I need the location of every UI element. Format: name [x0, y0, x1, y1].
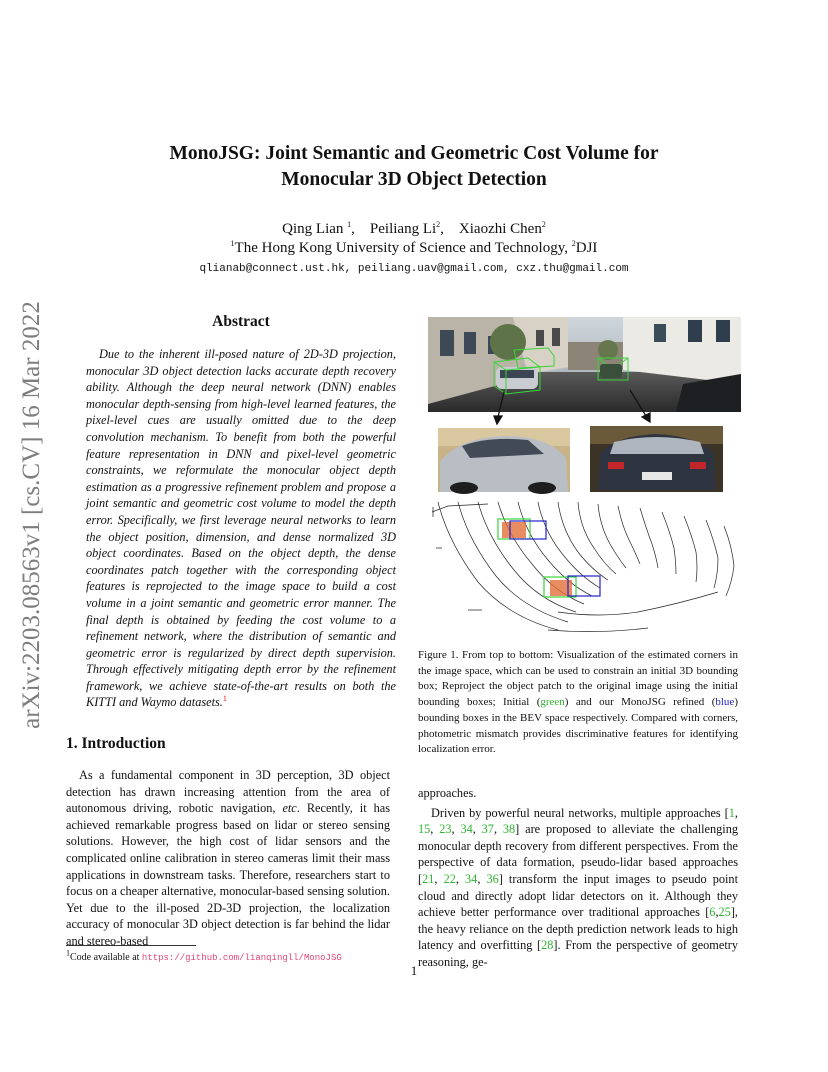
caption-part-2: ) and our MonoJSG refined ( [564, 696, 716, 709]
citation-link[interactable]: 38 [502, 822, 516, 837]
figure-1 [418, 312, 746, 642]
author-emails[interactable]: qlianab@connect.ust.hk, peiliang.uav@gmail.com, cxz.thu@gmail.com [199, 263, 629, 275]
citation-link[interactable]: 1 [728, 805, 735, 820]
page-number: 1 [410, 963, 418, 978]
rp2-t3: ] transform the input images to pseudo point cloud and directly adopt lidar detectors on it. Although they achieve better performance over traditional approaches [ [418, 871, 738, 920]
title-line-2: Monocular 3D Object Detection [281, 169, 547, 190]
figure-1-caption [418, 648, 738, 758]
citation-link[interactable]: 23 [439, 822, 452, 837]
abstract-body [86, 346, 396, 711]
arxiv-id: arXiv:2203.08563v1 [cs.CV] 16 Mar 2022 [18, 301, 45, 729]
affil-2-mark: 2 [571, 239, 576, 248]
right-paragraph-2: Driven by powerful neural networks, multiple approaches [1, 15, 23, 34, 37, 38] are proposed to alleviate the challenging monocular depth recovery from different perspectives. From the perspective of data formation, pseudo-lidar based approaches [21, 22, 34, 36] transform the input images to pseudo point cloud and directly adopt lidar detectors on it. Although they achieve better performance over traditional approaches [6,25], the heavy reliance on the depth prediction network leads to high latency and overfitting [28]. From the perspective of geometry reasoning, ge- [418, 805, 738, 969]
affil-1-mark: 1 [230, 239, 235, 248]
intro-text-a: As a fundamental component in 3D perception, 3D object detection has drawn increasing attention from the area of autonomous driving, robotic navigation, [66, 768, 390, 816]
caption-part-1: Figure 1. From top to bottom: Visualization of the estimated corners in the image space, which can be used to constrain an initial 3D bounding box; Reproject the object patch to the original image using the initial bounding boxes; Initial ( [418, 649, 738, 709]
author-2: Peiliang Li [369, 221, 437, 237]
author-3-affil: 2 [541, 220, 546, 229]
affil-1: The Hong Kong University of Science and Technology, [234, 240, 569, 256]
bev-tick-marks [433, 507, 482, 610]
affiliations [80, 238, 748, 258]
abstract-text: Due to the inherent ill-posed nature of 2D-3D projection, monocular 3D object detection lacks accurate depth recovery ability. Although the deep neural network (DNN) enables monocular depth-sensing from high-level learned features, the pixel-level cues are usually omitted due to the deep convolution mechanism. To benefit from both the powerful feature representation in DNN and pixel-level geometric constraints, we reformulate the monocular object depth estimation as a progressive refinement problem and propose a joint semantic and geometric cost volume to model the depth error. Specifically, we first leverage neural networks to learn the object position, dimension, and dense normalized 3D object coordinates. Based on the object depth, the dense coordinates patch together with the corresponding object features is reprojected to the image space to build a cost volume in a joint semantic and geometric error manner. The final depth is obtained by feeding the cost volume to a refinement network, where the distribution of semantic and geometric error is regularized by direct depth supervision. Through effectively mitigating depth error by the refinement framework, we achieve state-of-the-art results on both the KITTI and Waymo datasets. [86, 347, 396, 710]
intro-heading: 1. Introduction [66, 735, 166, 752]
footnote-divider [66, 945, 196, 946]
intro-paragraph [66, 767, 390, 950]
footnote-text: Code available at [70, 952, 142, 963]
citation-link[interactable]: 21 [422, 871, 435, 886]
citation-link[interactable]: 34 [460, 822, 473, 837]
citation-link[interactable]: 36 [486, 871, 499, 886]
rp2-t2: ] are proposed to alleviate the challenging monocular depth recovery from different perspectives. From the perspective of data formation, pseudo-lidar based approaches [ [418, 822, 738, 886]
citation-link[interactable]: 25 [718, 905, 731, 920]
caption-blue-word: blue [715, 696, 735, 709]
caption-part-3: ) bounding boxes in the BEV space respectively. Compared with corners, photometric mismatch provides discriminative features for identifying localization error. [418, 696, 738, 756]
author-2-affil: 2 [436, 220, 441, 229]
street-scene-image [428, 317, 741, 412]
author-3: Xiaozhi Chen [458, 221, 542, 237]
abstract-heading: Abstract [212, 313, 270, 330]
intro-etc: etc [282, 801, 297, 816]
citation-link[interactable]: 22 [443, 871, 456, 886]
rp2-t1: Driven by powerful neural networks, multiple approaches [ [431, 805, 729, 820]
arxiv-stamp [0, 280, 64, 750]
affil-2: DJI [575, 240, 598, 256]
rp2-t4: ], the heavy reliance on the depth prediction network leads to high latency and overfitting [ [418, 905, 738, 953]
citation-link[interactable]: 28 [541, 938, 554, 953]
title-line-1: MonoJSG: Joint Semantic and Geometric Cost Volume for [169, 143, 659, 164]
citation-link[interactable]: 37 [481, 822, 494, 837]
author-1-affil: 1 [347, 220, 352, 229]
left-car-patch-image [438, 428, 570, 494]
citation-link[interactable]: 6 [709, 905, 716, 920]
author-1: Qing Lian [282, 221, 344, 237]
caption-green-word: green [540, 696, 565, 709]
intro-text-b: . Recently, it has achieved remarkable progress based on lidar or stereo sensing solutions. However, the high cost of lidar sensors and the complicated online calibration in stereo cameras limit their mass applications in downstream tasks. Therefore, researchers start to focus on a cheaper alternative, monocular-based sensing solution. Yet due to the ill-posed 2D-3D projection, the localization accuracy of monocular 3D object detection is far behind the lidar and stereo-based [66, 801, 390, 948]
citation-link[interactable]: 34 [465, 871, 478, 886]
bev-lidar-plot [432, 502, 734, 632]
paper-title [80, 141, 748, 193]
footnote-url-link[interactable]: https://github.com/lianqingll/MonoJSG [141, 953, 342, 963]
right-paragraph-1: approaches. [418, 786, 477, 800]
right-car-patch-image [590, 426, 723, 492]
footnote-mark: 1 [66, 948, 70, 958]
rp2-t5: ]. From the perspective of geometry reasoning, ge- [418, 938, 738, 969]
abstract-footnote-mark[interactable]: 1 [222, 694, 227, 704]
right-column-body [418, 785, 738, 971]
citation-link[interactable]: 15 [418, 822, 431, 837]
footnote [66, 948, 342, 964]
author-list: Qing Lian $^1$, Peiliang Li$^2$, Xiaozhi Chen$^2$ [282, 220, 546, 237]
